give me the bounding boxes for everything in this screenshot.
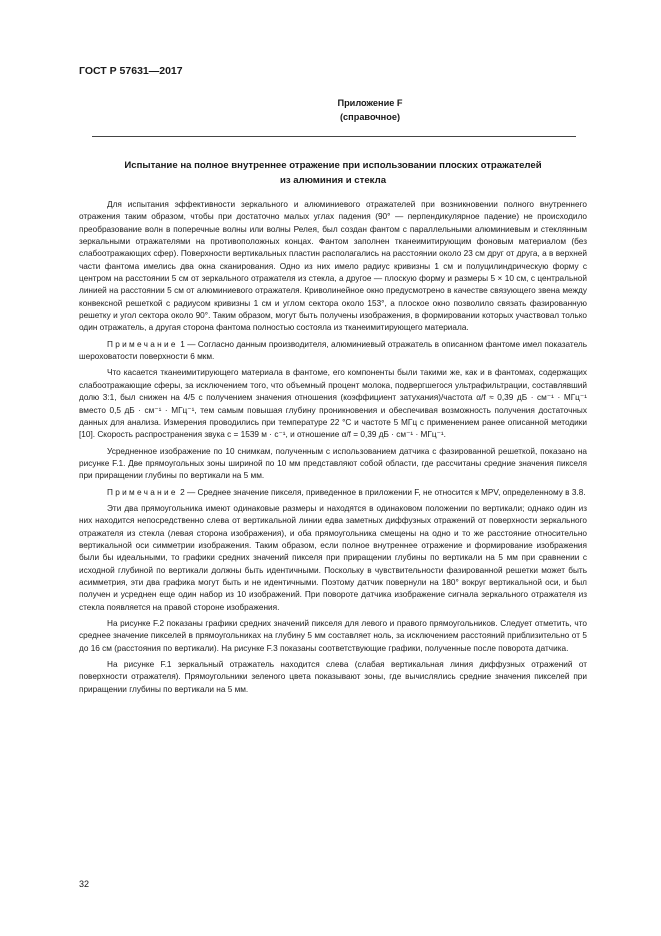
section-title-line: Испытание на полное внутреннее отражение при использовании плоских отражателей	[124, 160, 542, 171]
paragraph: Эти два прямоугольника имеют одинаковые размеры и находятся в одинаковом положении по вертикали; однако один из них находится непосредственно слева от вертикальной линии едва заметных диффузных отражений от поверхности зеркального отражателя из стекла (левая сторона изображения), и оба прямоугольника смещены на одно и то же расстояние относительно вертикальной оси симметрии изображения. Таким образом, если полное внутреннее отражение и формирование изображения были бы идеальными, то графики средних значений пикселя при приращении глубины по вертикали на 5 мм при сравнении с исходной глубиной по вертикали должны быть идентичными. Поскольку в чувствительности фазированной решетки может быть асимметрия, эти два графика могут быть и не идентичными. Поэтому датчик повернули на 180° вокруг вертикальной оси, и был получен и усреднен еще один набор из 10 изображений. При повороте датчика изображение сигнала зеркального отражателя из стекла появляется на правой стороне изображения.	[79, 503, 587, 612]
section-title	[79, 158, 587, 188]
paragraph: Усредненное изображение по 10 снимкам, полученным с использованием датчика с фазированной решеткой, показано на рисунке F.1. Две прямоугольных зоны шириной по 10 мм представляют собой области, где рассчитаны средние значения пикселя при приращении глубины по вертикали на 5 мм.	[79, 446, 587, 481]
note-text: 1 — Согласно данным производителя, алюминиевый отражатель в описанном фантоме имел показатель шероховатости поверхности 6 мкм.	[79, 339, 587, 362]
document-header: ГОСТ Р 57631—2017	[79, 65, 183, 77]
paragraph: На рисунке F.2 показаны графики средних значений пикселя для левого и правого прямоугольников. Следует отметить, что среднее значение пикселей в прямоугольниках на глубину 5 мм составляет ноль, за исключением расстояний приблизительно от 5 до 16 см (расстояния по вертикали). На рисунке F.3 показаны соответствующие графики, полученные после поворота датчика.	[79, 619, 587, 653]
body-text	[79, 199, 587, 700]
note-label: Примечание	[107, 487, 178, 497]
appendix-title: Приложение F	[337, 98, 403, 108]
paragraph: На рисунке F.1 зеркальный отражатель находится слева (слабая вертикальная линия диффузных отражений от поверхности отражателя). Прямоугольники зеленого цвета показывают зоны, где вычислялись средние значения пикселей при приращении глубины по вертикали на 5 мм.	[79, 660, 587, 694]
page-number: 32	[79, 879, 90, 889]
section-title-line: из алюминия и стекла	[279, 175, 387, 186]
paragraph: Для испытания эффективности зеркального и алюминиевого отражателей при возникновении полного внутреннего отражения таким образом, чтобы при достаточно малых углах падения (90° — перпендикулярное падение) не происходило преобразование волн в поперечные волны или волны Релея, был создан фантом с параллельными алюминиевым и стеклянным зеркальными отражателями на противоположных концах. Фантом заполнен тканеимитирующим фоновым материалом (без слабоотражающих сфер). Поверхности вертикальных пластин располагались на расстоянии около 23 см друг от друга, а в верхней части фантома имелись два окна сканирования. Одно из них имело радиус кривизны 1 см и полуцилиндрическую форму с центром на расстоянии 5 см от зеркального отражателя из стекла, а другое — плоскую форму и размеры 5 × 10 см, с центральной линией на расстоянии 5 см от алюминиевого отражателя. Криволинейное окно предусмотрено в качестве связующего звена между конвексной решеткой с радиусом кривизны 1 см и углом сектора около 153°, а плоское окно позволило связать фазированную решетку и угол сектора около 90°. Таким образом, могут быть получены изображения, в формировании которых участвовал только один отражатель, а другая сторона фантома полностью состояла из тканеимитирующего материала.	[79, 200, 587, 333]
note-2	[79, 487, 587, 499]
header-divider	[92, 136, 576, 137]
paragraph: Что касается тканеимитирующего материала в фантоме, его компоненты были такими же, как и в фантомах, содержащих слабоотражающие сферы, за исключением того, что объемный процент молока, подвергшегося ультрафильтрации, составлявший долю 3:1, был снижен на 4/5 с получением значения отношения (коэффициент затухания)/частота α/f ≈ 0,39 дБ · см⁻¹ · МГц⁻¹ вместо 0,5 дБ · см⁻¹ · МГц⁻¹, тем самым повышая глубину проникновения и обеспечивая возможность получения достаточных данных для анализа. Измерения проводились при температуре 22 °С и частоте 5 МГц с применением ранее описанной методики [10]. Скорость распространения звука c = 1539 м · с⁻¹, и отношение α/f = 0,39 дБ · см⁻¹ · МГц⁻¹.	[79, 368, 587, 440]
appendix-subtitle: (справочное)	[339, 112, 400, 122]
note-text: 2 — Среднее значение пикселя, приведенное в приложении F, не относится к MPV, определенному в 3.8.	[180, 487, 586, 497]
note-label: Примечание	[107, 339, 178, 349]
appendix-heading	[265, 96, 475, 124]
note-1	[79, 339, 587, 364]
